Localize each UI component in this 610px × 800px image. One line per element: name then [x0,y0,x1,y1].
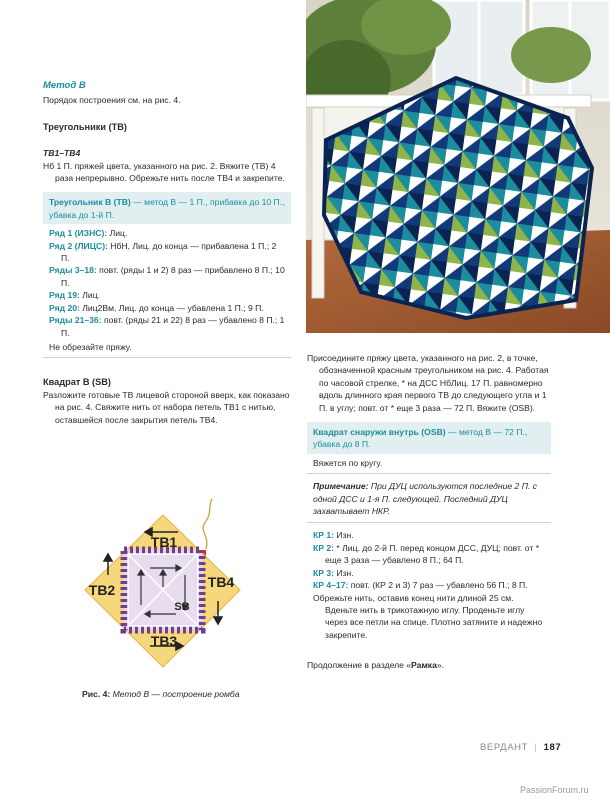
note-bold: Примечание: [313,481,369,492]
label-tb1: TB1 [150,534,178,550]
round-item [313,579,545,591]
osb-footer: Обрежьте нить, оставив конец нити длиной 25 см. Вденьте нить в трикотажную иглу. Проденьте иглу через все петли на спице. Плотно затяните и надежно закрепите. [313,592,543,640]
osb-title-bold: Квадрат снаружи внутрь (OSB) [313,427,446,438]
row-label: Ряд 1 (ИЗНС): [49,228,108,239]
row-label: Ряд 2 (ЛИЦС): [49,240,108,251]
row-text: НбН, Лиц. до конца — прибавлена 1 П.; 2 П. [61,240,277,264]
figure-4-diagram [60,495,300,680]
osb-instructions-box [307,422,551,645]
osb-title-rest: — метод B — 72 П., убавка до 8 П. [313,427,528,450]
footer-divider: | [534,742,538,753]
box-footer: Не обрезайте пряжу. [49,341,132,352]
round-text: повт. (КР 2 и 3) 7 раз — убавлено 56 П.; 8 П. [348,580,528,591]
round-item [313,529,545,541]
label-sb: SB [174,601,190,613]
box-rows [43,224,291,357]
box-title-bold: Треугольник B (ТВ) [49,197,131,208]
continue-text [307,659,551,671]
row-item [49,240,285,265]
join-text: Присоедините пряжу цвета, указанного на рис. 2, в точке, обозначенной красным треугольником на рис. 4. Работая по часовой стрелке, * на ДСС НбЛиц. 17 П. равномерно вдоль длинного края первого ТВ до следующего угла и 1 П. в углу; повт. от * еще 3 раза — 72 П. Вяжите (OSB). [307,353,549,413]
tb-text: Нб 1 П. пряжей цвета, указанного на рис. 2. Вяжите (ТВ) 4 раза непрерывно. Обрежьте нить после ТВ4 и закрепите. [43,160,285,184]
note-rest: При ДУЦ используются последние 2 П. с одной ДСС и 1-я П. следующей. Последний ДУЦ захватывает НКР. [313,481,538,517]
yarn-tail [203,499,212,549]
caption-rest: Метод B — построение ромба [110,689,240,699]
box-divider [43,357,291,358]
osb-sub [307,454,551,473]
row-label: Ряд 20: [49,302,80,313]
square-heading: Квадрат B (SB) [43,377,111,388]
method-heading: Метод B [43,80,86,91]
triangle-instructions-box [43,192,291,358]
row-item [49,302,285,314]
caption-bold: Рис. 4: [82,689,111,699]
round-label: КР 2: [313,542,335,553]
row-item [49,289,285,301]
round-label: КР 1: [313,530,335,541]
quilt-photo [306,0,610,333]
row-label: Ряды 21–36: [49,315,102,326]
label-tb3: TB3 [150,633,178,649]
round-item [313,567,545,579]
row-item [49,264,285,289]
method-text: Порядок построения см. на рис. 4. [43,95,181,106]
round-label: КР 4–17: [313,580,349,591]
row-item [49,227,285,239]
round-text: Изн. [334,567,354,578]
figure-caption [82,688,302,700]
continue-lead: Продолжение в разделе « [307,660,412,671]
osb-note [307,474,551,522]
row-text: Лиц2Вм, Лиц. до конца — убавлена 1 П.; 9 П. [79,302,264,313]
tb-heading: ТВ1–ТВ4 [43,148,81,159]
page-footer [480,742,561,754]
osb-sub-text: Вяжется по кругу. [313,457,383,468]
row-text: Лиц. [79,290,101,301]
label-tb4: TB4 [207,574,235,590]
triangles-heading: Треугольники (ТВ) [43,121,127,132]
round-item [313,542,545,567]
row-text: Лиц. [107,228,128,239]
box-title-rest: — метод B — 1 П., прибавка до 10 П., убавка до 1-й П. [49,197,285,220]
continue-section: Рамка [411,660,437,671]
row-text: повт. (ряды 1 и 2) 8 раз — прибавлено 8 П.; 10 П. [61,265,285,288]
brand-name: ВЕРДАНТ [480,742,529,753]
square-text: Разложите готовые ТВ лицевой стороной вверх, как показано на рис. 4. Свяжите нить от набора петель ТВ1 с нитью, оставшейся после закрытия петель ТВ4. [43,389,290,425]
round-text: * Лиц. до 2-й П. перед концом ДСС, ДУЦ; повт. от * еще 3 раза — убавлено 8 П.; 64 П. [325,542,540,566]
label-tb2: TB2 [88,582,116,598]
row-label: Ряд 19: [49,290,80,301]
osb-box-title [307,422,551,454]
right-column [307,352,551,672]
round-label: КР 3: [313,567,335,578]
box-title [43,192,291,224]
continue-end: ». [436,660,445,671]
left-column [43,80,293,426]
row-label: Ряды 3–18: [49,265,97,276]
page-number: 187 [543,742,562,753]
row-item [49,314,285,339]
round-text: Изн. [334,530,354,541]
row-text: повт. (ряды 21 и 22) 8 раз — убавлено 8 П.; 1 П. [61,315,285,338]
osb-rows [307,523,551,645]
watermark: PassionForum.ru [520,785,589,795]
